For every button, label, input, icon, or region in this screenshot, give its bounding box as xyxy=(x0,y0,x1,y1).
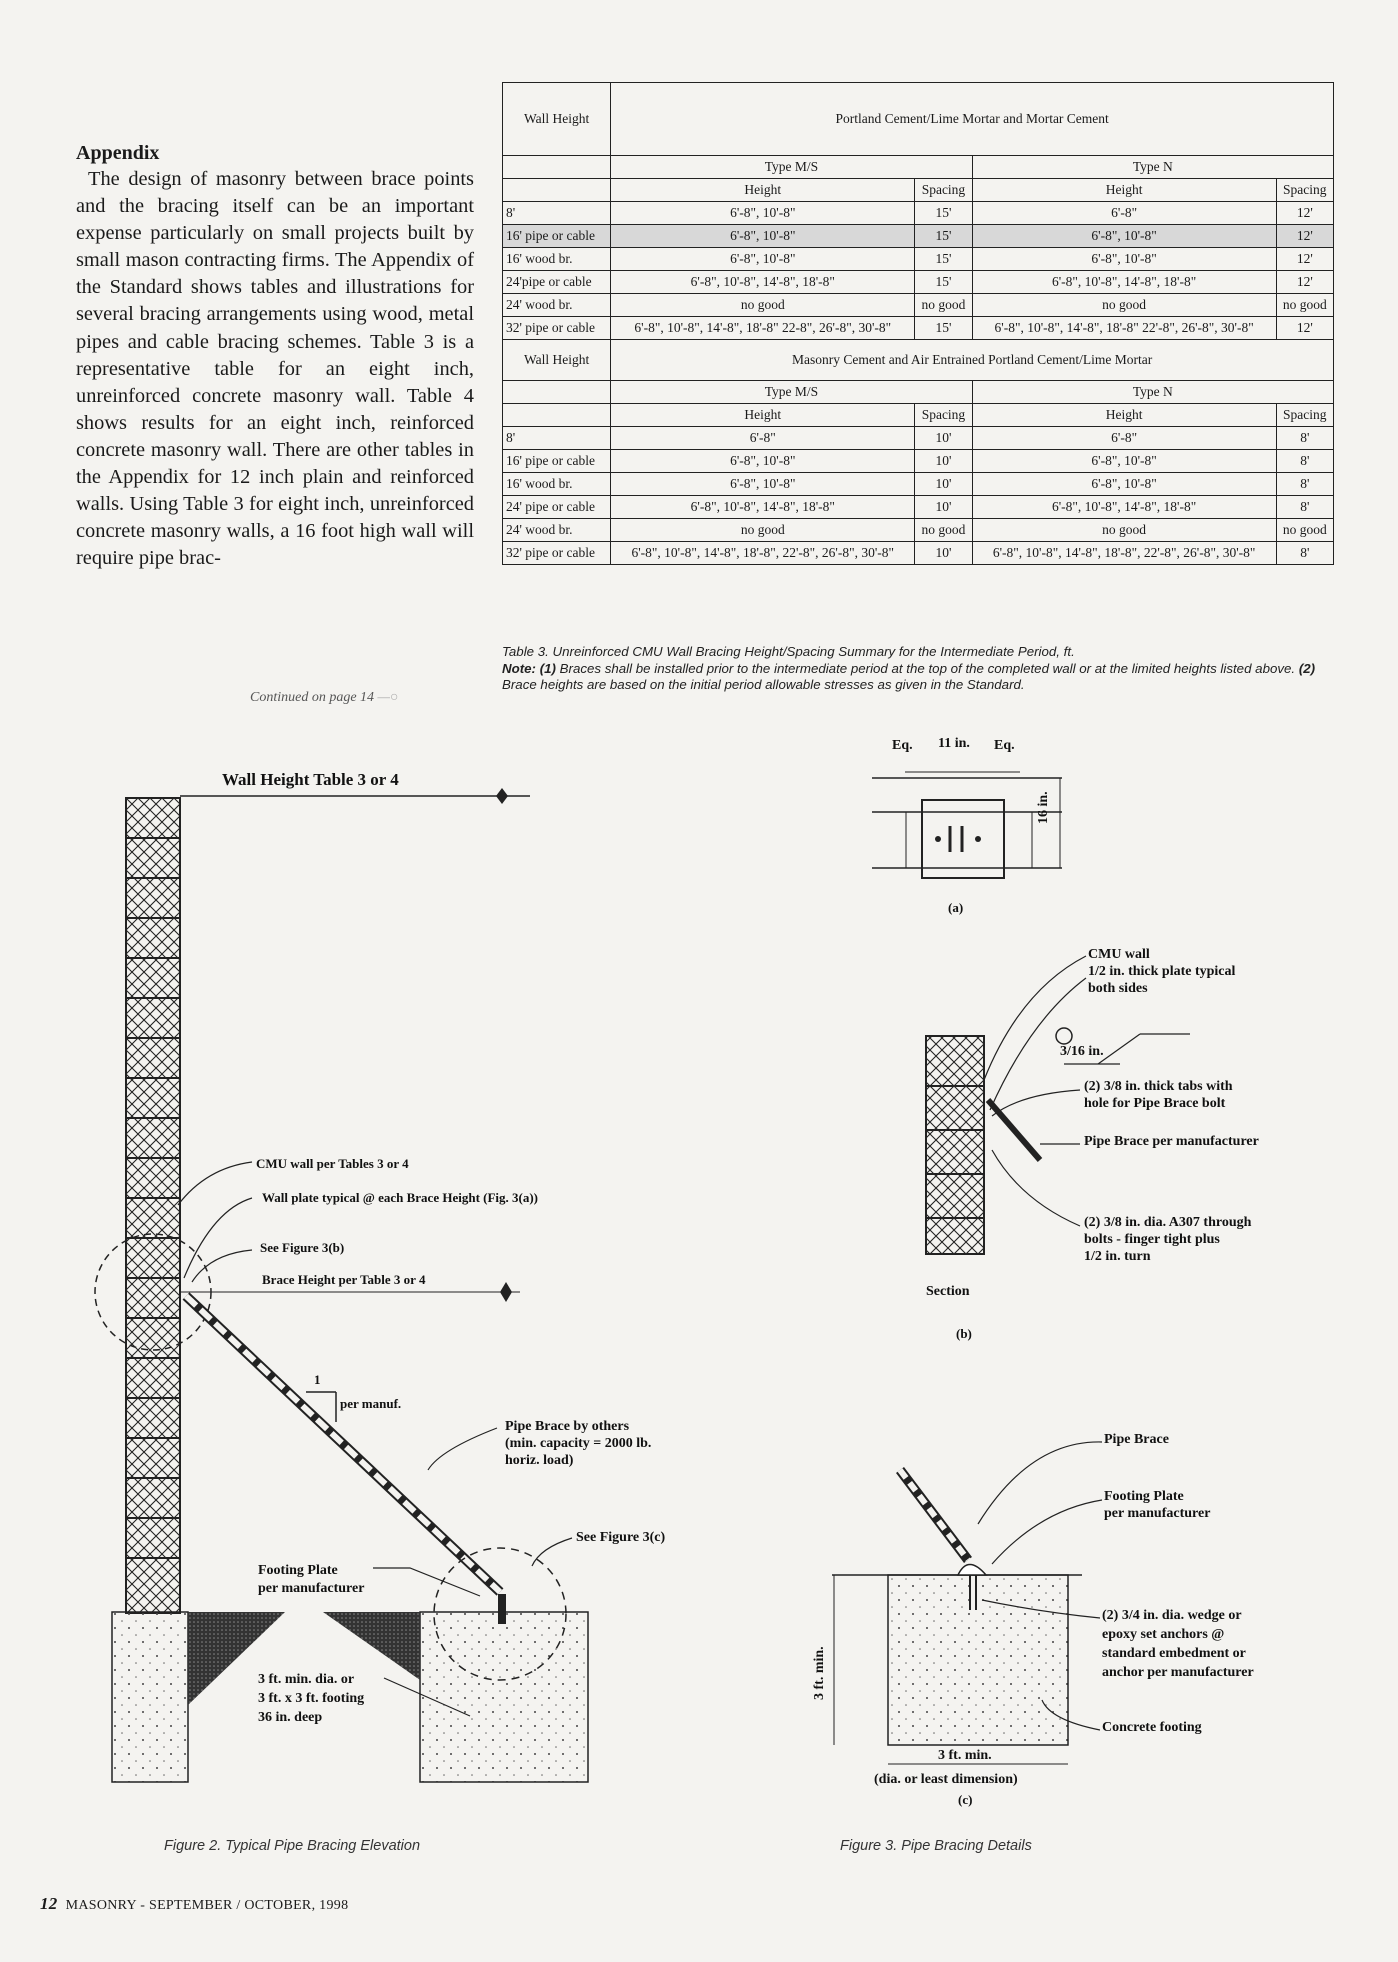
fig2-pipe-brace-3: horiz. load) xyxy=(505,1453,574,1468)
type-n-header: Type N xyxy=(972,381,1333,404)
fig2-slope-1: 1 xyxy=(314,1372,321,1387)
table-cell-wall: 24' wood br. xyxy=(503,294,611,317)
fig3b-plate-1: 1/2 in. thick plate typical xyxy=(1088,964,1236,979)
type-ms-header: Type M/S xyxy=(611,156,972,179)
fig2-footing-plate-1: Footing Plate xyxy=(258,1563,338,1578)
table-cell-n-spacing: 12' xyxy=(1276,317,1333,340)
fig2-footing-plate-2: per manufacturer xyxy=(258,1581,365,1596)
figure3c-footing xyxy=(832,1442,1102,1764)
fig3a-eq-right: Eq. xyxy=(994,738,1015,753)
table-cell-ms-spacing: 10' xyxy=(915,427,972,450)
fig2-see-3c: See Figure 3(c) xyxy=(576,1530,666,1545)
table-cell-ms-height: 6'-8" xyxy=(611,427,915,450)
table-cell-n-spacing: 8' xyxy=(1276,473,1333,496)
spacing-header: Spacing xyxy=(915,404,972,427)
fig3b-tabs-1: (2) 3/8 in. thick tabs with xyxy=(1084,1079,1233,1094)
fig3b-section: Section xyxy=(926,1284,970,1299)
fig3c-3ft-h: 3 ft. min. xyxy=(938,1748,992,1763)
fig3b-weld: 3/16 in. xyxy=(1060,1044,1104,1059)
table-cell-wall: 16' pipe or cable xyxy=(503,450,611,473)
fig2-cmu-wall: CMU wall per Tables 3 or 4 xyxy=(256,1156,409,1171)
fig2-pipe-brace-2: (min. capacity = 2000 lb. xyxy=(505,1436,652,1451)
wall-height-header: Wall Height xyxy=(503,83,611,156)
fig3c-3ft-v: 3 ft. min. xyxy=(812,1646,827,1700)
appendix-heading: Appendix xyxy=(76,142,160,164)
fig2-see-3b: See Figure 3(b) xyxy=(260,1240,345,1255)
table-cell-n-height: no good xyxy=(972,294,1276,317)
fig3c-anchors-3: standard embedment or xyxy=(1102,1646,1246,1661)
table-cell-n-height: 6'-8", 10'-8", 14'-8", 18'-8" xyxy=(972,496,1276,519)
spacing-header: Spacing xyxy=(915,179,972,202)
fig3b-label: (b) xyxy=(956,1326,972,1341)
fig3c-pipe-brace: Pipe Brace xyxy=(1104,1432,1169,1447)
table-cell-wall: 16' wood br. xyxy=(503,248,611,271)
fig2-footing-3: 36 in. deep xyxy=(258,1710,323,1725)
fig3b-bolts xyxy=(1084,1214,1251,1265)
table-cell-n-spacing: 8' xyxy=(1276,496,1333,519)
table-cell-wall: 32' pipe or cable xyxy=(503,542,611,565)
table-cell-wall: 24' wood br. xyxy=(503,519,611,542)
table-cell-n-spacing: 8' xyxy=(1276,542,1333,565)
page-number: 12 xyxy=(40,1894,58,1913)
note-label: Note: xyxy=(502,660,536,676)
fig3b-tabs-2: hole for Pipe Brace bolt xyxy=(1084,1096,1226,1111)
table-cell-wall: 32' pipe or cable xyxy=(503,317,611,340)
fig3c-footing-plate-1: Footing Plate xyxy=(1104,1489,1184,1504)
table-cell-ms-height: 6'-8", 10'-8", 14'-8", 18'-8", 22'-8", 26'-8", 30'-8" xyxy=(611,542,915,565)
table-cell-ms-height: 6'-8", 10'-8", 14'-8", 18'-8" xyxy=(611,496,915,519)
table-cell-wall: 16' wood br. xyxy=(503,473,611,496)
appendix-body: The design of masonry between brace points and the bracing itself can be an important expense particularly on small projects built by small mason contracting firms. The Appendix of the Standard shows tables and illustrations for several bracing arrangements using wood, metal pipes and cable bracing schemes. Table 3 is a representative table for an eight inch, unreinforced concrete masonry wall. Table 4 shows results for an eight inch, reinforced concrete masonry wall. There are other tables in the Appendix for 12 inch plain and reinforced walls. Using Table 3 for eight inch, unreinforced concrete masonry walls, a 16 foot high wall will require pipe brac- xyxy=(76,168,474,570)
table-cell-n-height: 6'-8", 10'-8" xyxy=(972,450,1276,473)
table-cell-n-spacing: no good xyxy=(1276,519,1333,542)
fig3c-concrete: Concrete footing xyxy=(1102,1720,1202,1735)
fig2-per-manuf: per manuf. xyxy=(340,1396,402,1411)
figure3-caption: Figure 3. Pipe Bracing Details xyxy=(840,1838,1032,1854)
spacing-header: Spacing xyxy=(1276,179,1333,202)
table-cell-ms-height: no good xyxy=(611,519,915,542)
table-cell-n-spacing: no good xyxy=(1276,294,1333,317)
publication: MASONRY - SEPTEMBER / OCTOBER, 1998 xyxy=(65,1898,349,1913)
table-cell-ms-height: 6'-8", 10'-8" xyxy=(611,202,915,225)
fig3b-top-labels xyxy=(1088,946,1235,997)
table-cell-n-spacing: 12' xyxy=(1276,248,1333,271)
note-1: Braces shall be installed prior to the intermediate period at the top of the completed wall or at the limited heights listed above. xyxy=(559,660,1296,676)
fig3b-plate-2: both sides xyxy=(1088,981,1148,996)
section1-header: Portland Cement/Lime Mortar and Mortar Cement xyxy=(611,83,1334,156)
fig3c-label: (c) xyxy=(958,1792,973,1807)
table-cell-n-height: no good xyxy=(972,519,1276,542)
table-cell-n-height: 6'-8", 10'-8", 14'-8", 18'-8", 22'-8", 26'-8", 30'-8" xyxy=(972,542,1276,565)
table-cell-ms-height: 6'-8", 10'-8", 14'-8", 18'-8" xyxy=(611,271,915,294)
wall-height-header: Wall Height xyxy=(503,340,611,381)
figure3a-plate xyxy=(872,772,1062,878)
table-cell-n-height: 6'-8" xyxy=(972,427,1276,450)
table-cell-wall: 8' xyxy=(503,427,611,450)
fig3b-bolts-2: bolts - finger tight plus xyxy=(1084,1232,1220,1247)
table-cell-ms-spacing: 15' xyxy=(915,317,972,340)
fig2-wall-height-label: Wall Height Table 3 or 4 xyxy=(222,770,399,789)
table-cell-n-height: 6'-8" xyxy=(972,202,1276,225)
fig3c-anchors xyxy=(1102,1606,1254,1682)
fig3c-anchors-1: (2) 3/4 in. dia. wedge or xyxy=(1102,1608,1242,1623)
table-cell-wall: 24'pipe or cable xyxy=(503,271,611,294)
note-1-label: (1) xyxy=(539,660,556,676)
fig2-brace-height: Brace Height per Table 3 or 4 xyxy=(262,1272,426,1287)
type-ms-header: Type M/S xyxy=(611,381,972,404)
table-cell-ms-height: 6'-8", 10'-8" xyxy=(611,473,915,496)
table-cell-n-height: 6'-8", 10'-8" xyxy=(972,248,1276,271)
fig2-footing-1: 3 ft. min. dia. or xyxy=(258,1672,355,1687)
table-cell-ms-spacing: 15' xyxy=(915,202,972,225)
continued-text: Continued on page 14 xyxy=(250,690,375,705)
section2-header: Masonry Cement and Air Entrained Portland Cement/Lime Mortar xyxy=(611,340,1334,381)
caption-title: Table 3. Unreinforced CMU Wall Bracing Height/Spacing Summary for the Intermediate Period, ft. xyxy=(502,644,1075,659)
note-2-label: (2) xyxy=(1298,660,1316,676)
fig3a-11in: 11 in. xyxy=(938,736,970,751)
table-cell-ms-height: 6'-8", 10'-8" xyxy=(611,450,915,473)
table-cell-n-height: 6'-8", 10'-8" xyxy=(972,225,1276,248)
figure2-caption: Figure 2. Typical Pipe Bracing Elevation xyxy=(164,1838,421,1854)
fig3c-footing-plate xyxy=(1104,1488,1210,1522)
fig3c-anchors-2: epoxy set anchors @ xyxy=(1102,1627,1225,1642)
table-cell-ms-spacing: 10' xyxy=(915,450,972,473)
fig3a-label: (a) xyxy=(948,900,964,915)
table-cell-ms-height: 6'-8", 10'-8" xyxy=(611,225,915,248)
type-n-header: Type N xyxy=(972,156,1333,179)
table-cell-n-spacing: 12' xyxy=(1276,225,1333,248)
fig2-pipe-brace xyxy=(505,1418,651,1469)
fig2-footing-2: 3 ft. x 3 ft. footing xyxy=(258,1691,365,1706)
fig3b-bolts-3: 1/2 in. turn xyxy=(1084,1249,1151,1264)
fig2-wall-plate: Wall plate typical @ each Brace Height (Fig. 3(a)) xyxy=(262,1190,539,1205)
height-header: Height xyxy=(972,404,1276,427)
table-cell-ms-spacing: 10' xyxy=(915,496,972,519)
table-cell-ms-spacing: 15' xyxy=(915,271,972,294)
fig3b-cmu-wall: CMU wall xyxy=(1088,947,1150,962)
fig3c-footing-plate-2: per manufacturer xyxy=(1104,1506,1211,1521)
height-header: Height xyxy=(611,179,915,202)
fig2-footing xyxy=(258,1670,364,1727)
fig3a-eq-left: Eq. xyxy=(892,738,913,753)
table-cell-n-spacing: 12' xyxy=(1276,271,1333,294)
fig3b-tabs xyxy=(1084,1078,1233,1112)
note-2: Brace heights are based on the initial period allowable stresses as given in the Standard. xyxy=(502,677,1025,692)
table-cell-ms-spacing: no good xyxy=(915,294,972,317)
table-cell-n-spacing: 8' xyxy=(1276,450,1333,473)
fig3b-bolts-1: (2) 3/8 in. dia. A307 through xyxy=(1084,1215,1252,1230)
table-cell-n-height: 6'-8", 10'-8" xyxy=(972,473,1276,496)
spacing-header: Spacing xyxy=(1276,404,1333,427)
table-cell-ms-spacing: no good xyxy=(915,519,972,542)
table-cell-wall: 24' pipe or cable xyxy=(503,496,611,519)
fig2-footing-plate xyxy=(258,1562,364,1598)
fig2-pipe-brace-1: Pipe Brace by others xyxy=(505,1419,630,1434)
table-cell-ms-height: 6'-8", 10'-8" xyxy=(611,248,915,271)
table-cell-ms-spacing: 10' xyxy=(915,473,972,496)
table-cell-n-height: 6'-8", 10'-8", 14'-8", 18'-8" xyxy=(972,271,1276,294)
table-cell-wall: 8' xyxy=(503,202,611,225)
fig3a-16in: 16 in. xyxy=(1036,791,1051,824)
table-cell-ms-spacing: 15' xyxy=(915,248,972,271)
table-cell-n-height: 6'-8", 10'-8", 14'-8", 18'-8" 22'-8", 26'-8", 30'-8" xyxy=(972,317,1276,340)
height-header: Height xyxy=(611,404,915,427)
table-cell-n-spacing: 8' xyxy=(1276,427,1333,450)
table-cell-ms-height: no good xyxy=(611,294,915,317)
fig3b-pipe-brace: Pipe Brace per manufacturer xyxy=(1084,1134,1259,1149)
page-footer xyxy=(40,1894,348,1914)
table-cell-wall: 16' pipe or cable xyxy=(503,225,611,248)
fig3c-anchors-4: anchor per manufacturer xyxy=(1102,1665,1254,1680)
table-cell-n-spacing: 12' xyxy=(1276,202,1333,225)
table-cell-ms-height: 6'-8", 10'-8", 14'-8", 18'-8" 22-8", 26'-8", 30'-8" xyxy=(611,317,915,340)
table-cell-ms-spacing: 10' xyxy=(915,542,972,565)
fig3c-dim: (dia. or least dimension) xyxy=(874,1772,1018,1787)
height-header: Height xyxy=(972,179,1276,202)
table-cell-ms-spacing: 15' xyxy=(915,225,972,248)
arrow-icon: —○ xyxy=(377,690,399,705)
